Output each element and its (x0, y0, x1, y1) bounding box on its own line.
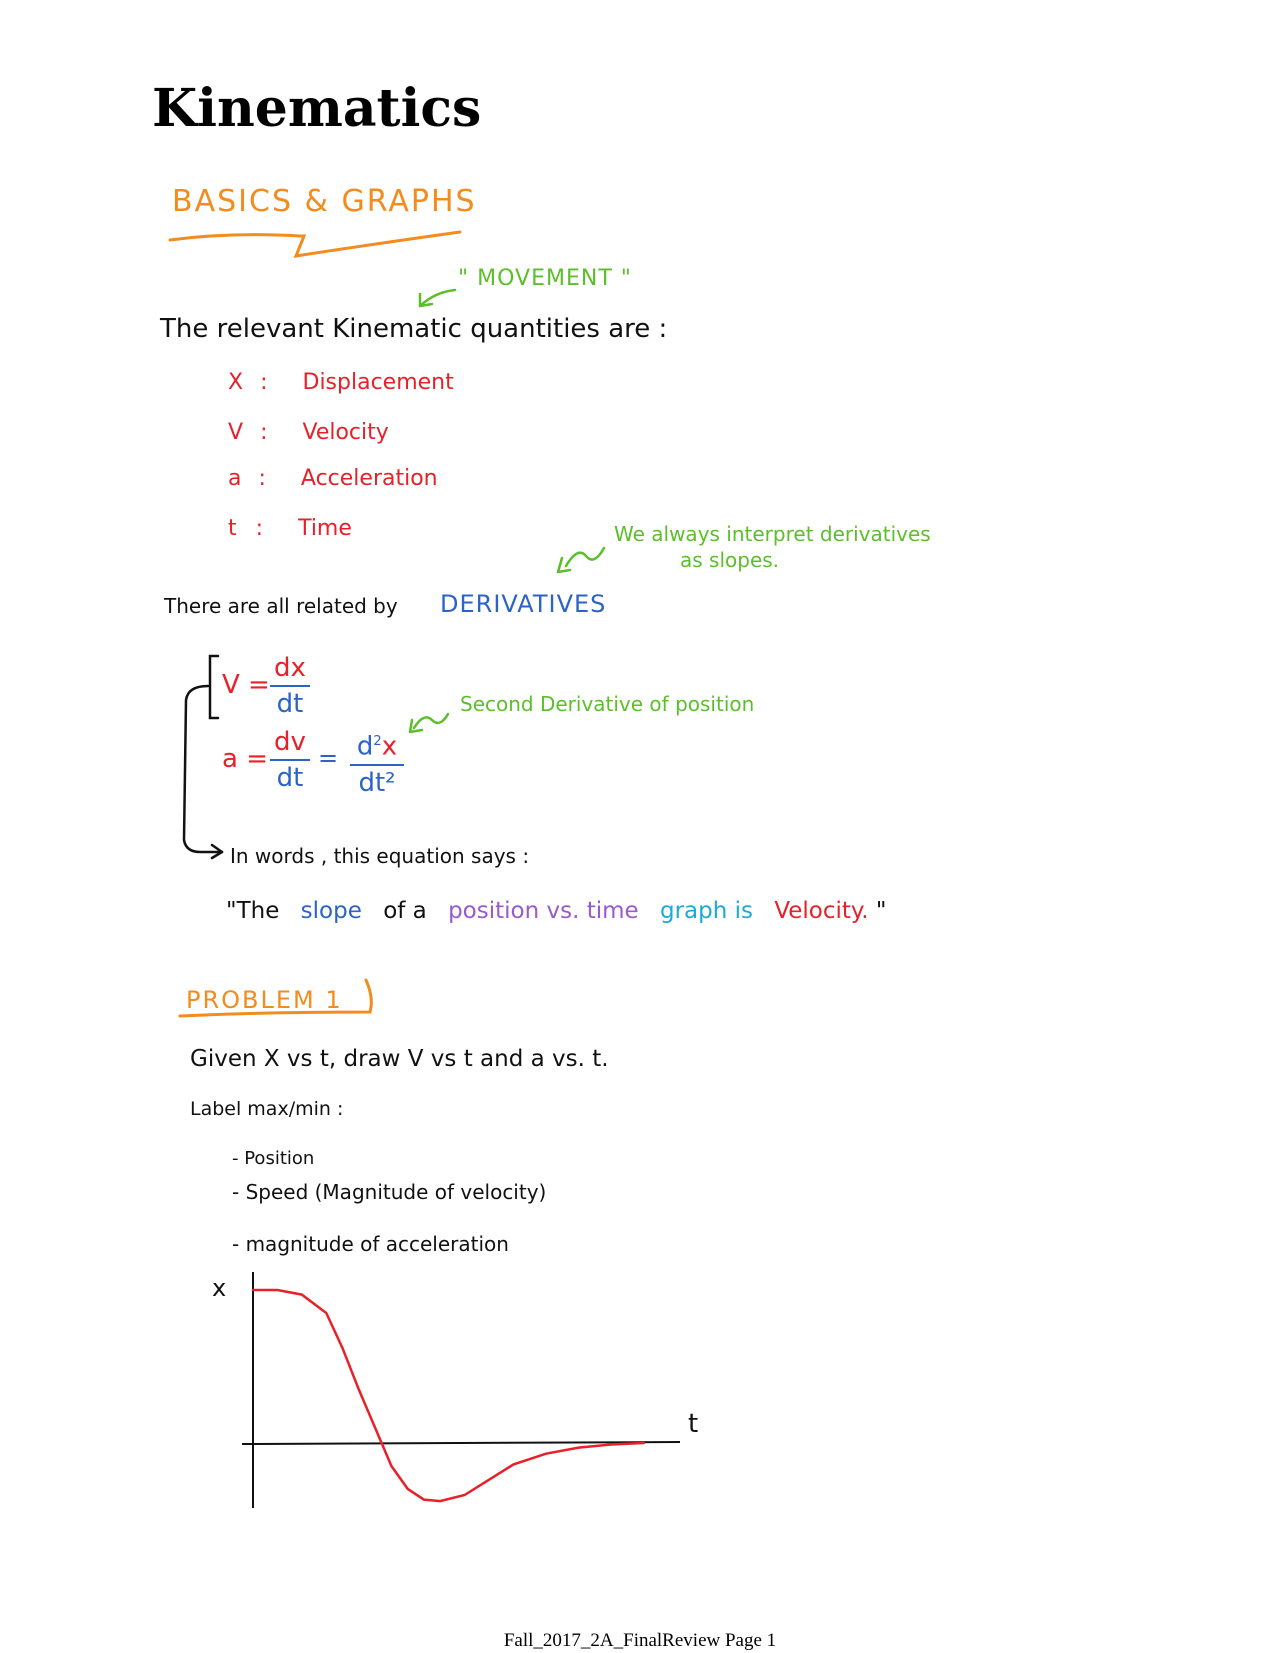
quantity-symbol: a (228, 466, 242, 491)
quantity-sep: : (260, 370, 268, 395)
related-text: There are all related by (164, 594, 398, 618)
intro-text: The relevant Kinematic quantities are : (160, 314, 668, 344)
a-numerator-1: dv (274, 727, 306, 757)
related-keyword: DERIVATIVES (440, 590, 607, 618)
quote-graph-is: graph is (659, 898, 753, 924)
movement-note: " MOVEMENT " (458, 266, 632, 291)
section-heading-problem: PROBLEM 1 (186, 986, 343, 1014)
slope-note-line2: as slopes. (680, 548, 780, 572)
series-line (253, 1290, 644, 1501)
page-footer: Fall_2017_2A_FinalReview Page 1 (503, 1630, 777, 1651)
a-numerator-2-d: d (356, 731, 374, 762)
problem-label-text: Label max/min : (190, 1098, 344, 1120)
quote-slope: slope (300, 898, 362, 924)
a-denominator-2: dt² (358, 767, 396, 798)
quote-of-a: of a (383, 898, 427, 924)
quote-velocity: Velocity. (774, 898, 869, 924)
y-axis-label: x (212, 1274, 227, 1302)
a-equals: = (318, 744, 339, 772)
quantity-sep: : (260, 420, 268, 445)
problem-statement: Given X vs t, draw V vs t and a vs. t. (190, 1046, 609, 1072)
problem-item: - Position (232, 1148, 315, 1169)
quantity-symbol: t (228, 516, 237, 541)
x-axis-label: t (688, 1409, 699, 1439)
problem-item: - Speed (Magnitude of velocity) (232, 1180, 547, 1204)
a-numerator-2-x: x (381, 731, 398, 762)
a-numerator-2-exp: 2 (373, 734, 382, 749)
quantity-symbol: X (228, 370, 244, 395)
a-denominator-1: dt (276, 763, 304, 793)
quote-open: "The (226, 898, 280, 924)
quote-position-vs-time: position vs. time (448, 898, 639, 924)
section-heading-basics: BASICS & GRAPHS (172, 184, 477, 219)
problem-item: - magnitude of acceleration (232, 1232, 509, 1256)
page-title: Kinematics (152, 78, 482, 139)
quantity-name: Velocity (302, 420, 389, 445)
quantity-name: Displacement (302, 370, 454, 395)
slope-note-line1: We always interpret derivatives (614, 522, 931, 546)
a-eq-lhs: a = (222, 744, 268, 774)
quantity-name: Acceleration (300, 466, 438, 491)
v-denominator: dt (276, 689, 304, 719)
in-words-text: In words , this equation says : (230, 844, 530, 868)
quantity-sep: : (255, 516, 264, 541)
quantity-name: Time (298, 516, 352, 541)
quote-close: " (875, 898, 887, 924)
quantity-sep: : (258, 466, 266, 491)
v-numerator: dx (274, 653, 306, 683)
second-derivative-note: Second Derivative of position (460, 692, 755, 716)
quantity-symbol: V (228, 420, 244, 445)
v-eq-lhs: V = (222, 670, 270, 700)
